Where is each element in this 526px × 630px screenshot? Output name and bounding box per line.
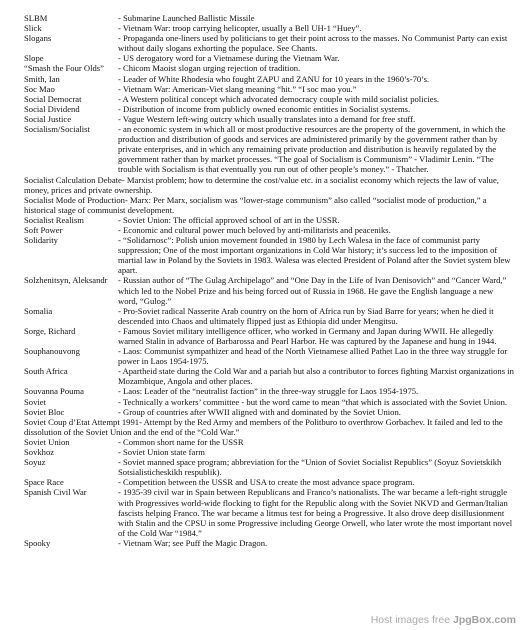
glossary-entry <box>24 538 516 548</box>
entry-term: Slogans <box>24 33 52 44</box>
glossary-entry <box>24 366 516 386</box>
glossary-entry <box>24 104 516 114</box>
glossary-entry <box>24 175 516 195</box>
entry-definition: - Pro-Soviet radical Nasserite Arab country on the horn of Africa run by Siad Barre for years; when he died it descended into Chaos and ultimately flipped just as Ethiopia did under Mengitsu. <box>118 305 494 326</box>
entry-definition: - Chicom Maoist slogan urging rejection of tradition. <box>118 63 301 74</box>
entry-definition: - Vietnam War; see Puff the Magic Dragon. <box>118 537 268 548</box>
glossary-entry <box>24 487 516 537</box>
glossary-entry <box>24 447 516 457</box>
glossary-entry <box>24 33 516 53</box>
glossary-entry <box>24 114 516 124</box>
entry-term: Sovkhoz <box>24 447 55 458</box>
glossary-entry <box>24 13 516 23</box>
entry-definition: - Leader of White Rhodesia who fought ZAPU and ZANU for 10 years in the 1960’s-70’s. <box>118 73 430 84</box>
entry-term: Socialist Calculation Debate <box>24 174 122 185</box>
entry-definition: - an economic system in which all or most productive resources are the property of the government, in which the production and distribution of goods and services are administered primarily by the government rather than by private enterprises, and in which any remaining private production and distribution is heavily regulated by the government rather than by market processes. “The goal of Socialism is Communism” - Vladimir Lenin. “The trouble with Socialism is that eventually you run out of other people’s money.” - Thatcher. <box>118 124 506 175</box>
glossary-entry <box>24 63 516 73</box>
glossary-entry <box>24 195 516 215</box>
entry-definition: - Economic and cultural power much beloved by anti-militarists and peaceniks. <box>118 224 391 235</box>
glossary-entry <box>24 407 516 417</box>
entry-term: Slope <box>24 53 44 64</box>
entry-term: Social Dividend <box>24 103 80 114</box>
entry-definition: - Vietnam War: troop carrying helicopter, usually a Bell UH-1 “Huey”. <box>118 23 362 34</box>
glossary-entry <box>24 417 516 437</box>
entry-definition: - Vietnam War: American-Viet slang meaning “hit.” “I soc mao you.” <box>118 83 357 94</box>
entry-term: Slick <box>24 23 42 34</box>
entry-term: Social Democrat <box>24 93 82 104</box>
entry-definition: - Laos: Leader of the “neutralist faction” in the three-way struggle for Laos 1954-1975. <box>118 386 419 397</box>
entry-definition: - Submarine Launched Ballistic Missile <box>118 13 255 23</box>
glossary-entry <box>24 326 516 346</box>
entry-term: Soviet Bloc <box>24 406 65 417</box>
entry-definition: - Group of countries after WWII aligned with and dominated by the Soviet Union. <box>118 406 401 417</box>
entry-definition: - 1935-39 civil war in Spain between Republicans and Franco’s nationalists. The war became a left-right struggle with Progressives world-wide flocking to fight for the Republic along with the Soviet NKVD and German/Italian fascists helping Franco. The war became a litmus test for being a Progressive. It also drove deep disillusionment with Stalin and the CPSU in some Progressive including George Orwell, who later wrote the most important novel of the Cold War “1984.” <box>118 487 513 538</box>
entry-term: Spooky <box>24 537 51 548</box>
entry-term: Soft Power <box>24 224 63 235</box>
entry-term: Soc Mao <box>24 83 55 94</box>
entry-definition: - “Solidarnosc”: Polish union movement founded in 1980 by Lech Walesa in the face of communist party suppression; One of the most important organizations in Cold War history; it’s success led to the imposition of martial law in Poland by the Soviets in 1983. Walesa was elected President of Poland after the Soviet system blew apart. <box>118 235 511 276</box>
watermark-footer <box>0 610 526 630</box>
watermark-brand: JpgBox.com <box>452 614 516 626</box>
entry-definition: - Technically a workers’ committee - but the word came to mean “that which is associated with the Soviet Union. <box>118 396 508 407</box>
entry-term: Space Race <box>24 477 64 488</box>
entry-term: Socialism/Socialist <box>24 124 90 135</box>
entry-term: “Smash the Four Olds” <box>24 63 104 74</box>
glossary-entry <box>24 457 516 477</box>
entry-definition: - Attempt by the Red Army and members of the Politburo to overthrow Gorbachev. It failed and led to the dissolution of the Soviet Union and the end of the “Cold War.” <box>24 416 503 437</box>
entry-term: Souvanna Pouma <box>24 386 84 397</box>
entry-definition: - A Western political concept which advocated democracy couple with mild socialist policies. <box>118 93 440 104</box>
entry-term: Soyuz <box>24 457 46 468</box>
glossary-entry <box>24 275 516 305</box>
entry-definition: - Common short name for the USSR <box>118 436 244 447</box>
entry-definition: - Competition between the USSR and USA to create the most advance space program. <box>118 477 415 488</box>
entry-term: Sorge, Richard <box>24 325 76 336</box>
entry-definition: - Apartheid state during the Cold War and a pariah but also a contributor to forces fighting Marxist organizations in Mozambique, Angola and other places. <box>118 366 514 387</box>
entry-definition: - Marx: Per Marx, socialism was “lower-stage communism” also called “socialist mode of production,” a historical stage of communist development. <box>24 194 487 215</box>
entry-definition: - Marxist problem; how to determine the cost/value etc. in a socialist economy which rejects the law of value, money, prices and private ownership. <box>24 174 499 195</box>
glossary-entry <box>24 124 516 174</box>
entry-term: South Africa <box>24 366 68 377</box>
glossary-entry <box>24 53 516 63</box>
glossary-entry <box>24 235 516 275</box>
entry-definition: - Soviet Union state farm <box>118 447 205 458</box>
glossary-entry <box>24 397 516 407</box>
entry-term: Souphanouvong <box>24 346 80 357</box>
glossary-entry <box>24 74 516 84</box>
glossary-entry <box>24 386 516 396</box>
glossary-entry <box>24 215 516 225</box>
entry-term: Solidarity <box>24 235 58 246</box>
entry-definition: - Soviet Union: The official approved school of art in the USSR. <box>118 214 340 225</box>
entry-term: Somalia <box>24 305 53 316</box>
glossary-entry <box>24 23 516 33</box>
entry-term: SLBM <box>24 13 48 23</box>
entry-term: Solzhenitsyn, Aleksandr <box>24 275 108 286</box>
glossary-entry <box>24 477 516 487</box>
entry-definition: - Soviet manned space program; abbreviation for the “Union of Soviet Socialist Republics” (Soyuz Sovietskikh Sotsialisticheskikh respublik). <box>118 457 502 478</box>
entry-term: Soviet Union <box>24 436 70 447</box>
watermark-prefix: Host images free <box>370 614 451 626</box>
entry-definition: - Laos: Communist sympathizer and head of the North Vietnamese allied Pathet Lao in the three way struggle for power in Laos 1954-1975. <box>118 346 508 367</box>
entry-definition: - US derogatory word for a Vietnamese during the Vietnam War. <box>118 53 340 64</box>
entry-term: Soviet <box>24 396 46 407</box>
entry-definition: - Propaganda one-liners used by politicians to get their point across to the masses. No Communist Party can exist without daily slogans exhorting the populace. See Chants. <box>118 33 508 54</box>
glossary-entry <box>24 306 516 326</box>
entry-definition: - Distribution of income from publicly owned economic entities in Socialist systems. <box>118 103 411 114</box>
entry-term: Social Justice <box>24 113 72 124</box>
glossary-entry <box>24 84 516 94</box>
entry-term: Soviet Coup d’Etat Attempt 1991 <box>24 416 140 427</box>
entry-definition: - Famous Soviet military intelligence officer, who worked in Germany and Japan during WWII. He allegedly warned Stalin in advance of Barbarossa and Pearl Harbor. He was captured by the Japanese and hung in 1944. <box>118 325 497 346</box>
glossary-entry <box>24 225 516 235</box>
entry-definition: - Russian author of “The Gulag Archipelago” and “One Day in the Life of Ivan Denisovich” and “Cancer Ward,” which led to the Nobel Prize and his being forced out of Russia in 1968. He gave the English language a new word, “Gulog.” <box>118 275 507 306</box>
entry-term: Spanish Civil War <box>24 487 87 498</box>
glossary-entry <box>24 94 516 104</box>
entry-definition: - Vague Western left-wing outcry which usually translates into a demand for free stuff. <box>118 113 416 124</box>
glossary-entry <box>24 437 516 447</box>
entry-term: Smith, Ian <box>24 73 60 84</box>
entry-term: Socialist Realism <box>24 214 84 225</box>
entry-term: Socialist Mode of Production <box>24 194 125 205</box>
glossary-entry <box>24 346 516 366</box>
